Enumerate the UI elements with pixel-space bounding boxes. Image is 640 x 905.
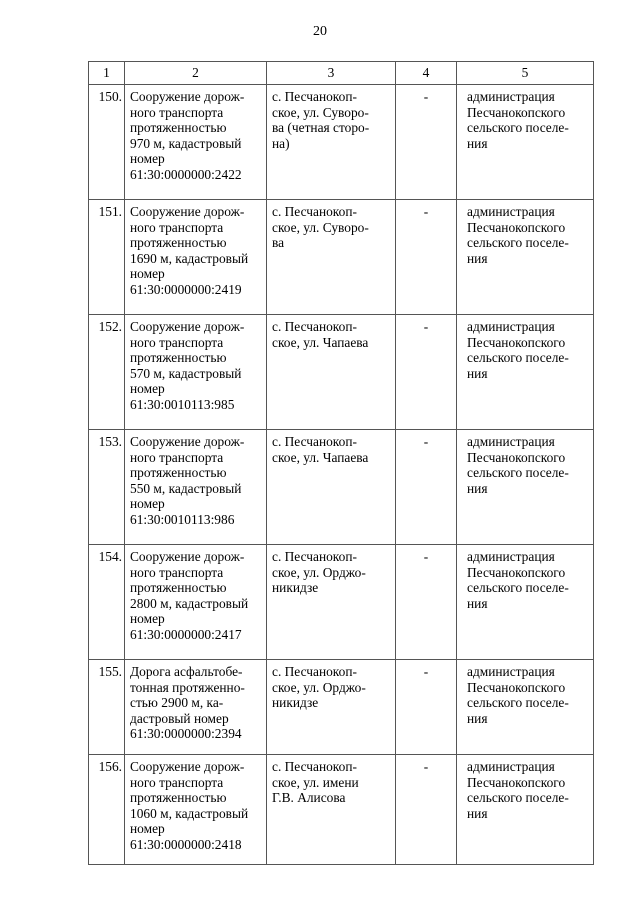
name-line: 1060 м, кадастровый (130, 805, 249, 821)
owner-line: администрация (467, 319, 555, 334)
owner-line: администрация (467, 204, 555, 219)
owner-cell (457, 755, 594, 865)
owner-line: Песчанокопского (467, 219, 566, 235)
name-line: Сооружение дорож- (130, 204, 245, 219)
name-line: номер (130, 381, 165, 396)
owner-line: администрация (467, 664, 555, 679)
owner-line: администрация (467, 434, 555, 449)
object-name-cell (125, 755, 267, 865)
name-line: 1690 м, кадастровый (130, 250, 249, 266)
owner-line: ния (467, 365, 488, 381)
column-4-cell: - (396, 660, 457, 755)
name-line: ного транспорта (130, 564, 224, 580)
name-line: номер (130, 266, 165, 281)
object-name-cell (125, 200, 267, 315)
owner-line: сельского поселе- (467, 580, 569, 595)
address-line: с. Песчанокоп- (272, 759, 357, 774)
owner-line: администрация (467, 759, 555, 774)
owner-line: ния (467, 805, 488, 821)
table-row (89, 755, 594, 865)
address-line: ва (четная сторо- (272, 120, 370, 135)
row-number: 155. (89, 660, 125, 755)
header-cell-4: 4 (396, 62, 457, 85)
name-line: 570 м, кадастровый (130, 365, 242, 381)
owner-line: Песчанокопского (467, 774, 566, 790)
owner-cell (457, 660, 594, 755)
name-line: Сооружение дорож- (130, 434, 245, 449)
address-cell (267, 315, 396, 430)
name-line: протяженностью (130, 120, 227, 135)
name-line: номер (130, 611, 165, 626)
object-name-cell (125, 660, 267, 755)
name-line: Сооружение дорож- (130, 549, 245, 564)
name-line: 61:30:0000000:2418 (130, 836, 242, 852)
owner-cell (457, 85, 594, 200)
owner-line: сельского поселе- (467, 790, 569, 805)
object-name-cell (125, 315, 267, 430)
name-line: протяженностью (130, 235, 227, 250)
name-line: Дорога асфальтобе- (130, 664, 243, 679)
table-row (89, 545, 594, 660)
address-cell (267, 85, 396, 200)
owner-cell (457, 430, 594, 545)
owner-line: ния (467, 480, 488, 496)
name-line: 61:30:0000000:2394 (130, 726, 242, 741)
address-line: ва (272, 235, 285, 250)
address-cell (267, 545, 396, 660)
owner-line: администрация (467, 89, 555, 104)
address-line: с. Песчанокоп- (272, 89, 357, 104)
page-number: 20 (313, 24, 327, 39)
object-name-cell (125, 430, 267, 545)
owner-line: сельского поселе- (467, 235, 569, 250)
owner-cell (457, 200, 594, 315)
name-line: Сооружение дорож- (130, 319, 245, 334)
row-number: 152. (89, 315, 125, 430)
name-line: 61:30:0000000:2422 (130, 166, 242, 182)
name-line: 61:30:0000000:2419 (130, 281, 242, 297)
name-line: номер (130, 496, 165, 511)
name-line: ного транспорта (130, 219, 224, 235)
name-line: ного транспорта (130, 334, 224, 350)
address-cell (267, 660, 396, 755)
name-line: ного транспорта (130, 449, 224, 465)
table-row (89, 85, 594, 200)
address-line: ское, ул. Орджо- (272, 679, 366, 695)
owner-cell (457, 315, 594, 430)
name-line: 61:30:0010113:986 (130, 511, 235, 527)
table-row (89, 315, 594, 430)
name-line: протяженностью (130, 465, 227, 480)
owner-line: Песчанокопского (467, 104, 566, 120)
name-line: Сооружение дорож- (130, 89, 245, 104)
address-line: на) (272, 135, 290, 151)
name-line: дастровый номер (130, 710, 229, 726)
address-cell (267, 200, 396, 315)
owner-cell (457, 545, 594, 660)
address-line: с. Песчанокоп- (272, 319, 357, 334)
address-line: Г.В. Алисова (272, 790, 346, 805)
name-line: номер (130, 821, 165, 836)
header-cell-2: 2 (125, 62, 267, 85)
name-line: стью 2900 м, ка- (130, 695, 224, 710)
address-line: ское, ул. Суворо- (272, 104, 369, 120)
owner-line: сельского поселе- (467, 465, 569, 480)
address-line: с. Песчанокоп- (272, 664, 357, 679)
name-line: протяженностью (130, 350, 227, 365)
header-row (89, 62, 594, 85)
owner-line: Песчанокопского (467, 564, 566, 580)
name-line: ного транспорта (130, 104, 224, 120)
address-line: ское, ул. имени (272, 774, 359, 790)
name-line: ного транспорта (130, 774, 224, 790)
address-line: никидзе (272, 695, 319, 710)
address-cell (267, 755, 396, 865)
owner-line: сельского поселе- (467, 350, 569, 365)
header-cell-1: 1 (89, 62, 125, 85)
owner-line: ния (467, 135, 488, 151)
address-line: ское, ул. Чапаева (272, 449, 369, 465)
name-line: номер (130, 151, 165, 166)
owner-line: ния (467, 595, 488, 611)
address-line: с. Песчанокоп- (272, 549, 357, 564)
address-line: никидзе (272, 580, 319, 595)
owner-line: сельского поселе- (467, 120, 569, 135)
row-number: 150. (89, 85, 125, 200)
table-row (89, 660, 594, 755)
owner-line: Песчанокопского (467, 679, 566, 695)
table-row (89, 200, 594, 315)
owner-line: администрация (467, 549, 555, 564)
column-4-cell: - (396, 315, 457, 430)
column-4-cell: - (396, 755, 457, 865)
address-line: ское, ул. Суворо- (272, 219, 369, 235)
address-line: ское, ул. Чапаева (272, 334, 369, 350)
object-name-cell (125, 545, 267, 660)
name-line: тонная протяженно- (130, 679, 245, 695)
registry-table (88, 61, 594, 865)
name-line: 61:30:0000000:2417 (130, 626, 242, 642)
object-name-cell (125, 85, 267, 200)
row-number: 153. (89, 430, 125, 545)
address-line: с. Песчанокоп- (272, 434, 357, 449)
owner-line: ния (467, 710, 488, 726)
owner-line: сельского поселе- (467, 695, 569, 710)
name-line: 970 м, кадастровый (130, 135, 242, 151)
address-line: с. Песчанокоп- (272, 204, 357, 219)
name-line: 550 м, кадастровый (130, 480, 242, 496)
address-cell (267, 430, 396, 545)
name-line: протяженностью (130, 580, 227, 595)
row-number: 156. (89, 755, 125, 865)
address-line: ское, ул. Орджо- (272, 564, 366, 580)
owner-line: ния (467, 250, 488, 266)
owner-line: Песчанокопского (467, 449, 566, 465)
table-body (89, 85, 594, 865)
header-cell-3: 3 (267, 62, 396, 85)
column-4-cell: - (396, 200, 457, 315)
column-4-cell: - (396, 85, 457, 200)
column-4-cell: - (396, 430, 457, 545)
name-line: 61:30:0010113:985 (130, 396, 235, 412)
name-line: протяженностью (130, 790, 227, 805)
owner-line: Песчанокопского (467, 334, 566, 350)
row-number: 151. (89, 200, 125, 315)
column-4-cell: - (396, 545, 457, 660)
header-cell-5: 5 (457, 62, 594, 85)
table-row (89, 430, 594, 545)
row-number: 154. (89, 545, 125, 660)
name-line: 2800 м, кадастровый (130, 595, 249, 611)
name-line: Сооружение дорож- (130, 759, 245, 774)
